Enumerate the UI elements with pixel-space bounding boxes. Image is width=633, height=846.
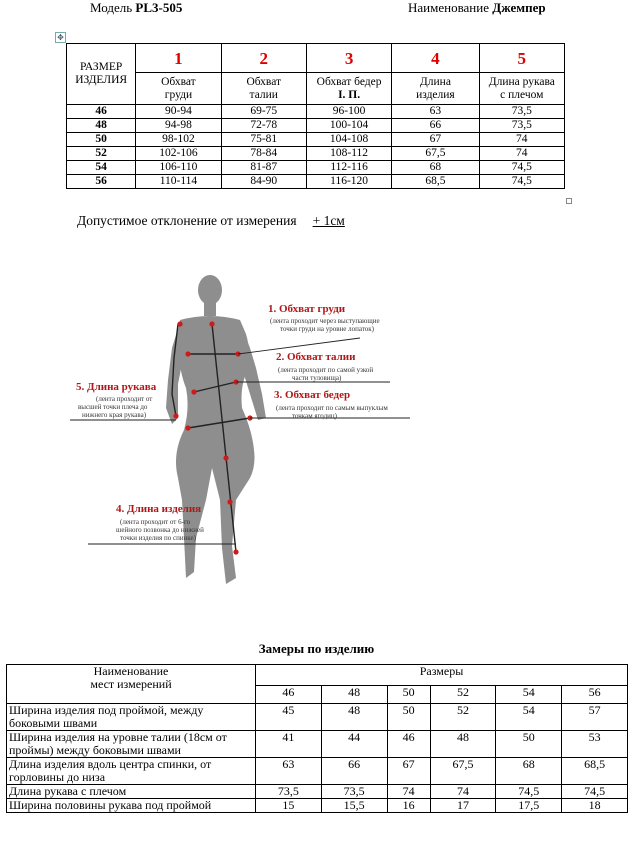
size-cell: 46 [67, 105, 136, 119]
table-cell: 15 [256, 799, 322, 813]
column-number: 3 [306, 44, 391, 73]
table-cell: 48 [321, 704, 387, 731]
label-note: (лента проходит по самым выпуклым [276, 404, 388, 412]
size-col: 46 [256, 686, 322, 704]
measure-name-line: Ширина половины рукава под проймой [9, 798, 212, 812]
column-title-line: груди [164, 88, 193, 101]
name-label: Наименование [408, 0, 489, 15]
label-waist [276, 351, 373, 382]
table-cell: 74 [479, 147, 564, 161]
table-cell: 74 [479, 133, 564, 147]
table-cell: 68 [392, 161, 479, 175]
table-cell: 68,5 [562, 758, 628, 785]
model-line [90, 0, 182, 16]
table-cell: 74,5 [562, 785, 628, 799]
label-sleeve [76, 381, 157, 419]
measure-name [7, 731, 256, 758]
table-row [67, 161, 565, 175]
measure-name-line: Ширина изделия под проймой, между [9, 703, 204, 717]
column-number: 2 [221, 44, 306, 73]
table-cell: 104-108 [306, 133, 391, 147]
sizes-header: Размеры [256, 665, 628, 686]
column-title-line: Длина [419, 75, 451, 88]
size-header-line: ИЗДЕЛИЯ [75, 74, 128, 86]
table-cell: 112-116 [306, 161, 391, 175]
table-cell: 74,5 [496, 785, 562, 799]
table-cell: 68,5 [392, 175, 479, 189]
measure-table-title: Замеры по изделию [258, 641, 375, 656]
tolerance-text: Допустимое отклонение от измерения [77, 213, 297, 228]
table-row [7, 785, 628, 799]
table-cell: 73,5 [256, 785, 322, 799]
table-cell: 52 [430, 704, 496, 731]
table-cell: 96-100 [306, 105, 391, 119]
body-measurement-figure [60, 268, 420, 593]
measure-table [6, 664, 628, 813]
column-title-line: с плечом [500, 88, 544, 101]
table-cell: 69-75 [221, 105, 306, 119]
table-cell: 84-90 [221, 175, 306, 189]
column-title [221, 73, 306, 105]
label-note: шейного позвонка до нижней [116, 526, 204, 534]
place-header-line: мест измерений [90, 677, 172, 691]
column-title [392, 73, 479, 105]
table-cell: 78-84 [221, 147, 306, 161]
label-note: (лента проходит от 6-го [120, 518, 191, 526]
table-cell: 48 [430, 731, 496, 758]
size-col: 48 [321, 686, 387, 704]
label-note: (лента проходит по самой узкой [278, 366, 374, 374]
label-chest [268, 303, 380, 333]
table-cell: 46 [387, 731, 430, 758]
tolerance-line [77, 213, 345, 229]
column-title [306, 73, 391, 105]
label-note: (лента проходит от [96, 395, 153, 403]
label-note: нижнего края рукава) [82, 411, 147, 419]
table-row [67, 133, 565, 147]
size-header-cell [67, 44, 136, 105]
table-cell: 17,5 [496, 799, 562, 813]
size-header-line: РАЗМЕР [79, 61, 123, 73]
table-cell: 72-78 [221, 119, 306, 133]
measure-name [7, 704, 256, 731]
measure-name-line: Длина изделия вдоль центра спинки, от [9, 757, 212, 771]
table-cell: 81-87 [221, 161, 306, 175]
table-cell: 17 [430, 799, 496, 813]
label-title: 2. Обхват талии [276, 351, 356, 363]
table-resize-handle[interactable] [566, 198, 572, 204]
table-cell: 57 [562, 704, 628, 731]
label-note: (лента проходит через выступающие [270, 317, 380, 325]
table-cell: 44 [321, 731, 387, 758]
table-cell: 68 [496, 758, 562, 785]
label-note: части туловища) [292, 374, 342, 382]
table-row [67, 119, 565, 133]
label-title: 1. Обхват груди [268, 303, 346, 315]
table-cell: 102-106 [136, 147, 221, 161]
measure-name [7, 799, 256, 813]
size-cell: 54 [67, 161, 136, 175]
column-number: 1 [136, 44, 221, 73]
column-title-line: Обхват [246, 75, 282, 88]
table-cell: 67 [392, 133, 479, 147]
table-cell: 53 [562, 731, 628, 758]
measure-name-line: Длина рукава с плечом [9, 784, 127, 798]
table-row [67, 105, 565, 119]
measure-name-line: Ширина изделия на уровне талии (18см от [9, 730, 227, 744]
table-cell: 106-110 [136, 161, 221, 175]
name-line [408, 0, 546, 16]
table-cell: 15,5 [321, 799, 387, 813]
label-title: 5. Длина рукава [76, 381, 157, 393]
table-cell: 50 [496, 731, 562, 758]
table-row [7, 758, 628, 785]
model-value: PL3-505 [135, 0, 183, 15]
size-col: 54 [496, 686, 562, 704]
table-cell: 73,5 [479, 119, 564, 133]
tolerance-value: + 1см [312, 213, 345, 228]
table-row [67, 175, 565, 189]
size-col: 50 [387, 686, 430, 704]
column-title-line: талии [249, 88, 278, 101]
table-row [7, 731, 628, 758]
table-cell: 100-104 [306, 119, 391, 133]
label-note: точкам ягодиц) [292, 412, 337, 420]
column-title [479, 73, 564, 105]
table-cell: 73,5 [321, 785, 387, 799]
table-cell: 67,5 [392, 147, 479, 161]
table-cell: 63 [256, 758, 322, 785]
label-note: высшей точки плеча до [78, 403, 148, 411]
label-note: точки груди на уровне лопаток) [280, 325, 374, 333]
column-title-line: I. П. [338, 88, 361, 101]
table-cell: 66 [321, 758, 387, 785]
label-title: 3. Обхват бедер [274, 389, 351, 401]
table-row [7, 799, 628, 813]
size-cell: 50 [67, 133, 136, 147]
table-cell: 45 [256, 704, 322, 731]
place-header-line: Наименование [93, 664, 169, 678]
column-title-line: Обхват [161, 75, 196, 88]
table-cell: 67,5 [430, 758, 496, 785]
table-move-handle-icon[interactable]: ✥ [55, 32, 66, 43]
table-cell: 75-81 [221, 133, 306, 147]
table-row [7, 704, 628, 731]
measure-name [7, 785, 256, 799]
label-title: 4. Длина изделия [116, 503, 202, 515]
label-note: точки изделия по спинке) [120, 534, 196, 542]
table-cell: 90-94 [136, 105, 221, 119]
table-cell: 94-98 [136, 119, 221, 133]
size-col: 52 [430, 686, 496, 704]
column-title-line: изделия [416, 88, 455, 101]
table-cell: 74,5 [479, 175, 564, 189]
table-cell: 41 [256, 731, 322, 758]
measure-name-line: боковыми швами [9, 716, 98, 730]
table-cell: 50 [387, 704, 430, 731]
size-cell: 56 [67, 175, 136, 189]
table-cell: 98-102 [136, 133, 221, 147]
size-cell: 48 [67, 119, 136, 133]
table-cell: 54 [496, 704, 562, 731]
table-cell: 74 [387, 785, 430, 799]
size-table [66, 43, 565, 189]
column-number: 4 [392, 44, 479, 73]
table-cell: 73,5 [479, 105, 564, 119]
table-cell: 108-112 [306, 147, 391, 161]
place-header-cell [7, 665, 256, 704]
column-number: 5 [479, 44, 564, 73]
table-cell: 74,5 [479, 161, 564, 175]
table-cell: 66 [392, 119, 479, 133]
model-label: Модель [90, 0, 133, 15]
table-cell: 18 [562, 799, 628, 813]
table-cell: 110-114 [136, 175, 221, 189]
table-cell: 67 [387, 758, 430, 785]
table-cell: 63 [392, 105, 479, 119]
column-title-line: Обхват бедер [316, 75, 382, 88]
name-value: Джемпер [492, 0, 546, 15]
size-cell: 52 [67, 147, 136, 161]
size-col: 56 [562, 686, 628, 704]
table-cell: 74 [430, 785, 496, 799]
table-row [67, 147, 565, 161]
table-cell: 116-120 [306, 175, 391, 189]
measure-name-line: горловины до низа [9, 770, 106, 784]
measure-name [7, 758, 256, 785]
column-title-line: Длина рукава [488, 75, 555, 88]
table-cell: 16 [387, 799, 430, 813]
measure-name-line: проймы) между боковыми швами [9, 743, 181, 757]
column-title [136, 73, 221, 105]
label-hips [274, 389, 388, 420]
